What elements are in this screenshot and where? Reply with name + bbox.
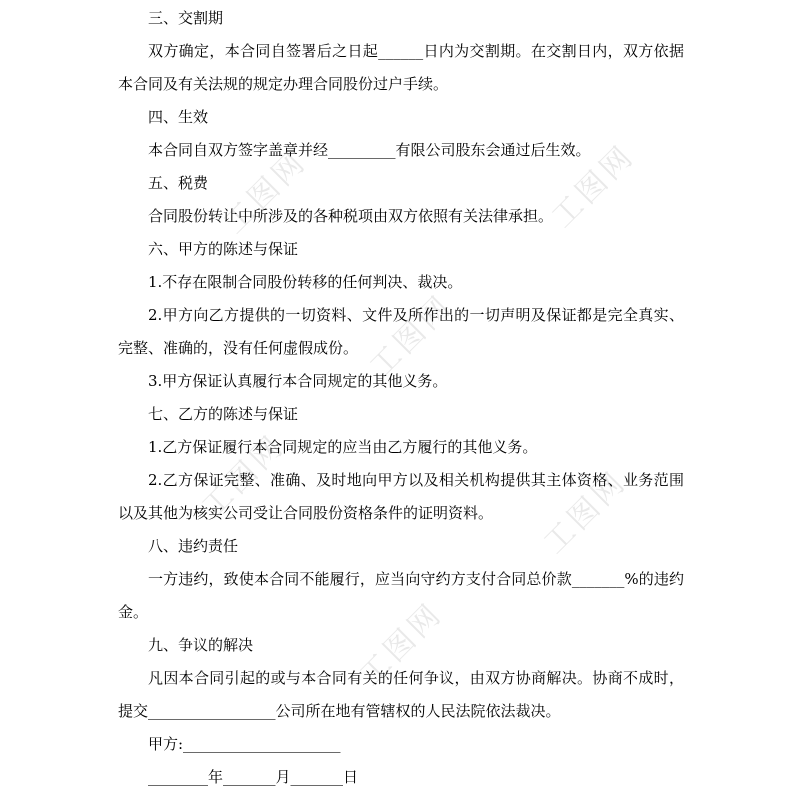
paragraph-party-a-warranty-1: 1.不存在限制合同股份转移的任何判决、裁决。 <box>148 273 463 291</box>
watermark-text: 工图网 <box>353 596 450 693</box>
paragraph-party-a-warranty-2: 2.甲方向乙方提供的一切资料、文件及所作出的一切声明及保证都是完全真实、完整、准确的，没有任何虚假成份。 <box>118 306 684 357</box>
paragraph-party-b-warranty-1: 1.乙方保证履行本合同规定的应当由乙方履行的其他义务。 <box>148 438 538 456</box>
section-heading-dispute-resolution: 九、争议的解决 <box>148 636 254 654</box>
section-heading-effectiveness: 四、生效 <box>148 108 209 126</box>
paragraph-party-a-warranty-3: 3.甲方保证认真履行本合同规定的其他义务。 <box>148 372 448 390</box>
watermark-text: 工图网 <box>217 144 314 241</box>
paragraph-party-b-warranty-2: 2.乙方保证完整、准确、及时地向甲方以及相关机构提供其主体资格、业务范围以及其他为核实公司受让合同股份资格条件的证明资料。 <box>118 471 684 522</box>
section-heading-party-a-warranties: 六、甲方的陈述与保证 <box>148 240 299 258</box>
section-heading-party-b-warranties: 七、乙方的陈述与保证 <box>148 405 299 423</box>
paragraph-taxes: 合同股份转让中所涉及的各种税项由双方依照有关法律承担。 <box>148 207 554 225</box>
watermark-text: 工图网 <box>537 464 634 561</box>
signature-party-a-line: 甲方:_____________________ <box>148 735 341 753</box>
section-heading-breach-liability: 八、违约责任 <box>148 537 239 555</box>
paragraph-breach-liability: 一方违约，致使本合同不能履行，应当向守约方支付合同总价款_______%的违约金。 <box>118 570 684 621</box>
watermark-text: 工图网 <box>195 428 292 525</box>
paragraph-dispute-resolution: 凡因本合同引起的或与本合同有关的任何争议，由双方协商解决。协商不成时，提交_________________公司所在地有管辖权的人民法院依法裁决。 <box>118 669 684 720</box>
watermark-text: 工图网 <box>545 138 642 235</box>
watermark-text: 工图网 <box>363 288 460 385</box>
section-heading-taxes: 五、税费 <box>148 174 209 192</box>
paragraph-delivery-period: 双方确定，本合同自签署后之日起______日内为交割期。在交割日内，双方依据本合同及有关法规的规定办理合同股份过户手续。 <box>118 42 684 93</box>
signature-date-line: ________年_______月_______日 <box>148 768 359 786</box>
paragraph-effectiveness: 本合同自双方签字盖章并经_________有限公司股东会通过后生效。 <box>148 141 591 159</box>
section-heading-delivery-period: 三、交割期 <box>148 9 224 27</box>
